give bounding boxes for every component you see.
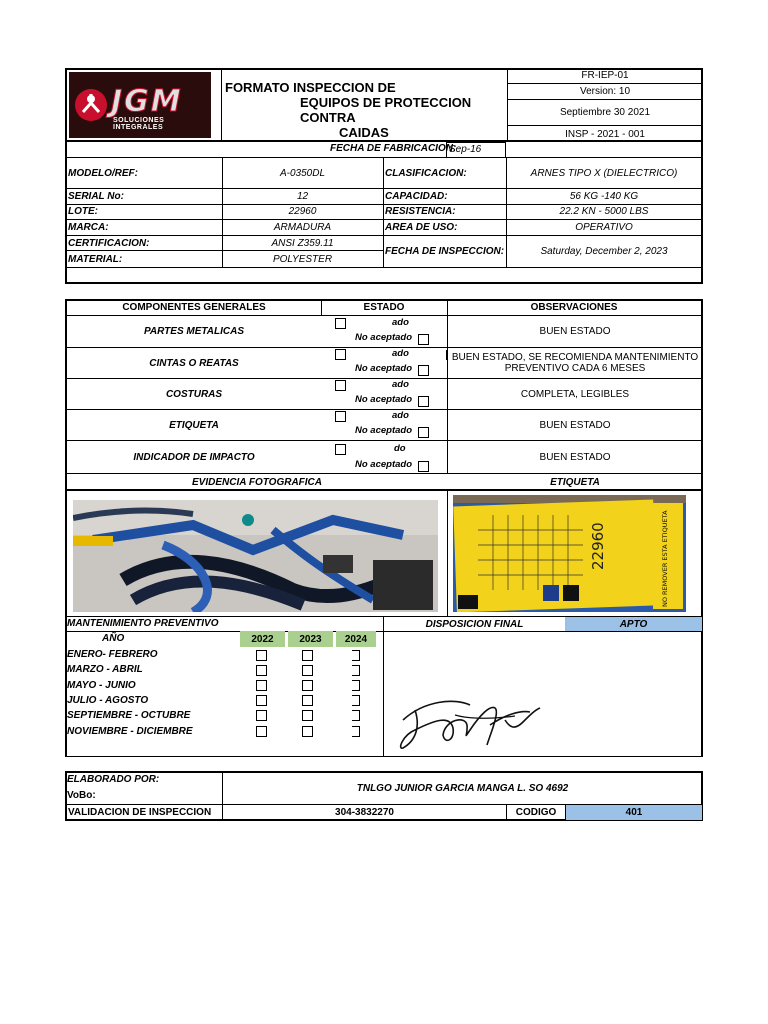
modelo-label: MODELO/REF: [68, 167, 138, 179]
disposicion-label: DISPOSICION FINAL [425, 618, 524, 630]
photos-divider [447, 490, 448, 617]
label-warning-text: NO REMOVER ESTA ETIQUETA [661, 510, 669, 607]
accepted-label: ado [392, 410, 409, 421]
component-name: PARTES METALICAS [143, 326, 244, 337]
not-accepted-checkbox[interactable] [418, 461, 429, 472]
doc-version: Version: 10 [507, 84, 703, 100]
maint-checkbox-2023[interactable] [302, 665, 313, 676]
accepted-label: do [394, 443, 406, 454]
area-value: OPERATIVO [575, 222, 633, 233]
observation: BUEN ESTADO [539, 419, 611, 431]
accepted-checkbox[interactable] [335, 380, 346, 391]
maint-checkbox-2024[interactable] [352, 695, 360, 706]
maint-checkbox-2022[interactable] [256, 726, 267, 737]
maint-checkbox-2024[interactable] [352, 665, 360, 676]
doc-insp: INSP - 2021 - 001 [565, 128, 645, 140]
doc-code: FR-IEP-01 [507, 68, 703, 84]
component-name: CINTAS O REATAS [149, 357, 239, 369]
codigo-label: CODIGO [515, 807, 557, 818]
evidencia-header: EVIDENCIA FOTOGRAFICA [191, 476, 322, 488]
capacidad-label: CAPACIDAD: [385, 191, 448, 202]
resistencia-value: 22.2 KN - 5000 LBS [559, 206, 649, 217]
maint-checkbox-2023[interactable] [302, 650, 313, 661]
estado-tick [446, 350, 447, 360]
mant-vline [383, 617, 384, 757]
clasificacion-value: ARNES TIPO X (DIELECTRICO) [530, 167, 678, 179]
maint-checkbox-2022[interactable] [256, 665, 267, 676]
col-estado-header: ESTADO [363, 302, 405, 313]
not-accepted-checkbox[interactable] [418, 334, 429, 345]
maint-checkbox-2023[interactable] [302, 680, 313, 691]
clasificacion-label: CLASIFICACION: [385, 167, 467, 179]
not-accepted-checkbox[interactable] [418, 365, 429, 376]
accepted-label: ado [392, 348, 409, 359]
observation: BUEN ESTADO [539, 326, 611, 337]
maint-checkbox-2022[interactable] [256, 710, 267, 721]
not-accepted-label: No aceptado [355, 394, 413, 405]
maint-checkbox-2023[interactable] [302, 710, 313, 721]
serial-value: 12 [296, 191, 309, 202]
maint-checkbox-2023[interactable] [302, 695, 313, 706]
header-title: FORMATO INSPECCION DE EQUIPOS DE PROTECCION CONTRA CAIDAS [225, 80, 472, 140]
not-accepted-checkbox[interactable] [418, 396, 429, 407]
component-name: ETIQUETA [169, 419, 219, 431]
component-name: COSTURAS [165, 388, 223, 400]
maint-checkbox-2024[interactable] [352, 680, 360, 691]
observation: BUEN ESTADO [539, 451, 611, 463]
material-label: MATERIAL: [68, 253, 123, 265]
capacidad-value: 56 KG -140 KG [569, 191, 639, 202]
component-name: INDICADOR DE IMPACTO [133, 451, 255, 463]
not-accepted-label: No aceptado [355, 363, 413, 374]
accepted-checkbox[interactable] [335, 411, 346, 422]
col-componentes-header: COMPONENTES GENERALES [122, 302, 266, 313]
maint-checkbox-2022[interactable] [256, 695, 267, 706]
not-accepted-label: No aceptado [355, 459, 413, 470]
certificacion-value: ANSI Z359.11 [271, 237, 334, 249]
not-accepted-label: No aceptado [355, 332, 413, 343]
harness-image [73, 500, 438, 612]
certificacion-label: CERTIFICACION: [68, 237, 150, 249]
maint-checkbox-2022[interactable] [256, 680, 267, 691]
anio-label: AÑO [102, 633, 125, 644]
disposicion-value: APTO [565, 617, 702, 631]
fabricacion-value: Sep-16 [446, 142, 506, 158]
inspector-name: TNLGO JUNIOR GARCIA MANGA L. SO 4692 [356, 782, 569, 794]
fecha-insp-value: Saturday, December 2, 2023 [540, 246, 668, 257]
comp-vline-1 [321, 300, 322, 315]
period-label: MARZO - ABRIL [67, 664, 143, 675]
maint-checkbox-2024[interactable] [352, 650, 360, 661]
accepted-checkbox[interactable] [335, 318, 346, 329]
not-accepted-label: No aceptado [355, 425, 413, 436]
marca-label: MARCA: [68, 222, 109, 233]
info-hline-6 [66, 267, 702, 268]
marca-value: ARMADURA [273, 222, 332, 233]
period-label: MAYO - JUNIO [67, 680, 136, 691]
label-photo [453, 495, 686, 612]
resistencia-label: RESISTENCIA: [385, 206, 456, 217]
maint-checkbox-2022[interactable] [256, 650, 267, 661]
year-2023: 2023 [288, 631, 333, 647]
period-label: ENERO- FEBRERO [67, 649, 158, 660]
codigo-value: 401 [566, 805, 702, 820]
label-image [453, 495, 686, 612]
maint-checkbox-2023[interactable] [302, 726, 313, 737]
col-observaciones-header: OBSERVACIONES [530, 302, 618, 313]
lote-label: LOTE: [68, 206, 98, 217]
material-value: POLYESTER [272, 253, 333, 265]
observation: BUEN ESTADO, SE RECOMIENDA MANTENIMIENTO PREVENTIVO CADA 6 MESES [451, 352, 699, 374]
logo-subtext: SOLUCIONES INTEGRALES [113, 117, 165, 131]
accepted-checkbox[interactable] [335, 444, 346, 455]
accepted-label: ado [392, 317, 409, 328]
doc-date: Septiembre 30 2021 [507, 100, 703, 126]
signature [395, 690, 545, 755]
fecha-insp-label: FECHA DE INSPECCION: [385, 246, 505, 257]
logo [69, 72, 211, 138]
logo-text: JGM [111, 84, 183, 119]
maint-checkbox-2024[interactable] [352, 726, 360, 737]
phone-value: 304-3832270 [335, 807, 394, 818]
mant-hline [66, 631, 702, 632]
modelo-value: A-0350DL [279, 167, 326, 179]
observation: COMPLETA, LEGIBLES [520, 388, 630, 400]
label-lote-text: 22960 [589, 522, 607, 570]
fabricacion-label: FECHA DE FABRICACION: [330, 143, 457, 154]
period-label: NOVIEMBRE - DICIEMBRE [67, 726, 193, 737]
year-2022: 2022 [240, 631, 285, 647]
etiqueta-header: ETIQUETA [550, 476, 600, 488]
mantenimiento-title: MANTENIMIENTO PREVENTIVO [67, 618, 219, 629]
harness-photo [73, 500, 438, 612]
year-2024: 2024 [336, 631, 376, 647]
maint-checkbox-2024[interactable] [352, 710, 360, 721]
lote-value: 22960 [288, 206, 317, 217]
period-label: JULIO - AGOSTO [67, 695, 149, 706]
area-label: AREA DE USO: [385, 222, 458, 233]
vobo-label: VoBo: [67, 790, 96, 801]
period-label: SEPTIEMBRE - OCTUBRE [67, 710, 191, 721]
validacion-label: VALIDACION DE INSPECCION [68, 807, 212, 818]
accepted-checkbox[interactable] [335, 349, 346, 360]
not-accepted-checkbox[interactable] [418, 427, 429, 438]
elaborado-label: ELABORADO POR: [67, 774, 160, 785]
serial-label: SERIAL No: [68, 191, 124, 202]
accepted-label: ado [392, 379, 409, 390]
